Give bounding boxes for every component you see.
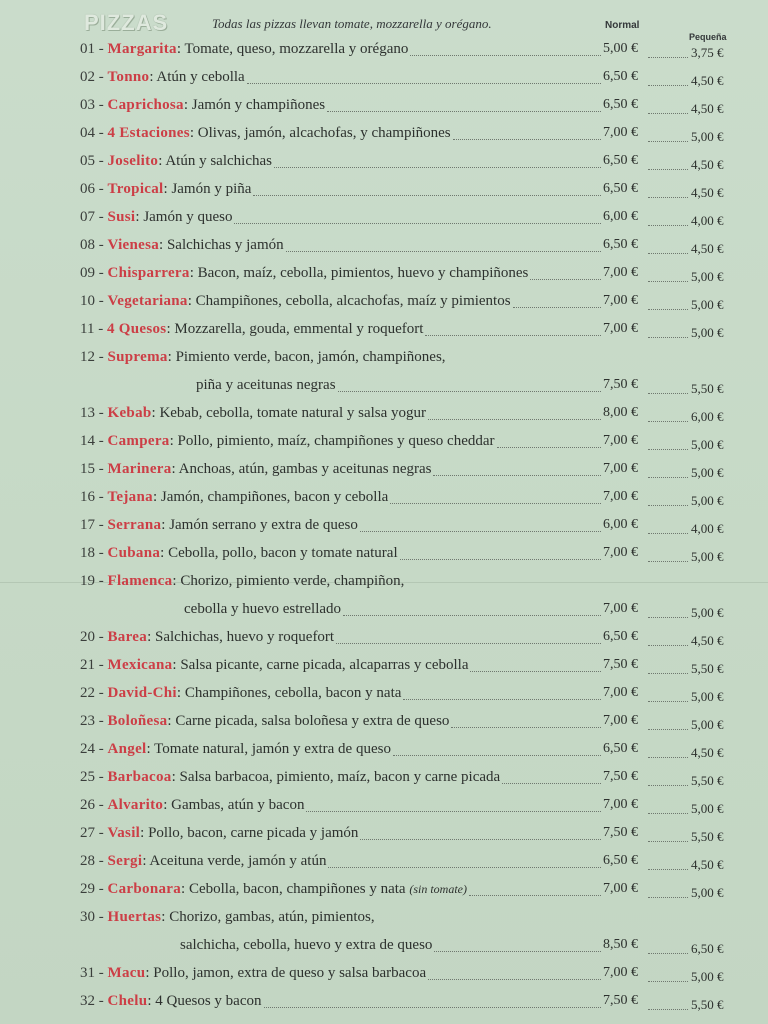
pizza-number: 28	[80, 853, 95, 869]
price-normal: 7,00 €	[603, 797, 638, 812]
price-normal: 6,50 €	[603, 181, 638, 196]
dotted-leader	[274, 167, 601, 168]
pizza-line: 25 - Barbacoa: Salsa barbacoa, pimiento, maíz, bacon y carne picada	[80, 769, 501, 785]
pizza-ingredients-cont: salchicha, cebolla, huevo y extra de queso	[180, 937, 433, 953]
pizza-line: 27 - Vasil: Pollo, bacon, carne picada y jamón	[80, 825, 359, 841]
pizza-name: Margarita	[107, 41, 177, 57]
price-normal: 7,50 €	[603, 825, 638, 840]
pizza-name: 4 Quesos	[106, 321, 167, 337]
pizza-ingredients: Bacon, maíz, cebolla, pimientos, huevo y champiñones	[197, 265, 529, 281]
pizza-line: 18 - Cubana: Cebolla, pollo, bacon y tomate natural	[80, 545, 398, 561]
dotted-leader	[264, 1007, 601, 1008]
pizza-ingredients: Tomate, queso, mozzarella y orégano	[184, 41, 409, 57]
pizza-line: 14 - Campera: Pollo, pimiento, maíz, champiñones y queso cheddar	[80, 433, 495, 449]
price-small: 5,00 €	[691, 129, 724, 144]
pizza-line: 28 - Sergi: Aceituna verde, jamón y atún	[80, 853, 327, 869]
dotted-leader	[648, 673, 688, 674]
dotted-leader	[433, 475, 601, 476]
dotted-leader	[286, 251, 601, 252]
pizza-ingredients: Salsa picante, carne picada, alcaparras y cebolla	[180, 657, 469, 673]
pizza-name: Susi	[107, 209, 136, 225]
pizza-ingredients-cont: piña y aceitunas negras	[196, 377, 336, 393]
dotted-leader	[360, 839, 601, 840]
pizza-ingredients: Carne picada, salsa boloñesa y extra de queso	[175, 713, 450, 729]
dotted-leader	[648, 197, 688, 198]
pizza-number: 31	[80, 965, 95, 981]
pizza-ingredients: Atún y cebolla	[156, 69, 245, 85]
pizza-number: 20	[80, 629, 95, 645]
dotted-leader	[390, 503, 601, 504]
pizza-number: 04	[80, 125, 95, 141]
pizza-ingredients: Olivas, jamón, alcachofas, y champiñones	[197, 125, 451, 141]
pizza-item	[80, 682, 740, 708]
pizza-name: Suprema	[107, 349, 168, 365]
dotted-leader	[648, 617, 688, 618]
pizza-name: Campera	[107, 433, 170, 449]
pizza-note: (sin tomate)	[409, 882, 467, 896]
dotted-leader	[648, 505, 688, 506]
pizza-item	[80, 94, 740, 120]
price-small: 3,75 €	[691, 45, 724, 60]
pizza-line: 06 - Tropical: Jamón y piña	[80, 181, 252, 197]
pizza-name: Tejana	[107, 489, 153, 505]
dotted-leader	[648, 309, 688, 310]
pizza-ingredients: Pimiento verde, bacon, jamón, champiñones,	[175, 349, 446, 365]
pizza-name: David-Chi	[107, 685, 177, 701]
pizza-line: 30 - Huertas: Chorizo, gambas, atún, pimientos,	[80, 909, 375, 925]
price-small: 5,00 €	[691, 885, 724, 900]
pizza-ingredients: Atún y salchichas	[165, 153, 272, 169]
price-small: 5,00 €	[691, 269, 724, 284]
dotted-leader	[306, 811, 601, 812]
price-small: 5,00 €	[691, 605, 724, 620]
pizza-number: 15	[80, 461, 95, 477]
pizza-number: 14	[80, 433, 95, 449]
pizza-item	[80, 794, 740, 820]
price-small: 5,00 €	[691, 297, 724, 312]
price-normal: 6,50 €	[603, 69, 638, 84]
pizza-name: Alvarito	[107, 797, 164, 813]
price-normal: 7,00 €	[603, 601, 638, 616]
pizza-number: 32	[80, 993, 95, 1009]
pizza-item	[80, 234, 740, 260]
pizza-line: 15 - Marinera: Anchoas, atún, gambas y aceitunas negras	[80, 461, 432, 477]
pizza-number: 19	[80, 573, 95, 589]
pizza-number: 07	[80, 209, 95, 225]
pizza-item	[80, 654, 740, 680]
pizza-name: Vienesa	[107, 237, 160, 253]
pizza-ingredients: Jamón serrano y extra de queso	[169, 517, 358, 533]
dotted-leader	[453, 139, 601, 140]
pizza-item	[80, 346, 740, 396]
pizza-line: 07 - Susi: Jamón y queso	[80, 209, 233, 225]
price-small: 5,00 €	[691, 325, 724, 340]
price-normal: 6,50 €	[603, 853, 638, 868]
price-small: 4,50 €	[691, 185, 724, 200]
pizza-item	[80, 766, 740, 792]
pizza-item	[80, 570, 740, 620]
pizza-number: 09	[80, 265, 95, 281]
dotted-leader	[648, 393, 688, 394]
dotted-leader	[648, 113, 688, 114]
price-small: 5,00 €	[691, 801, 724, 816]
dotted-leader	[403, 699, 601, 700]
dotted-leader	[648, 981, 688, 982]
price-small: 5,00 €	[691, 969, 724, 984]
pizza-item	[80, 486, 740, 512]
price-small: 5,00 €	[691, 549, 724, 564]
pizza-number: 25	[80, 769, 95, 785]
dotted-leader	[648, 729, 688, 730]
dotted-leader	[360, 531, 601, 532]
pizza-number: 27	[80, 825, 95, 841]
price-small: 5,00 €	[691, 717, 724, 732]
pizza-number: 12	[80, 349, 95, 365]
pizza-item	[80, 738, 740, 764]
price-small: 6,00 €	[691, 409, 724, 424]
dotted-leader	[648, 85, 688, 86]
pizza-line: 31 - Macu: Pollo, jamon, extra de queso y salsa barbacoa	[80, 965, 427, 981]
pizza-item	[80, 206, 740, 232]
pizza-name: Vasil	[107, 825, 141, 841]
dotted-leader	[648, 337, 688, 338]
pizza-line: 02 - Tonno: Atún y cebolla	[80, 69, 245, 85]
dotted-leader	[648, 421, 688, 422]
column-header-normal: Normal	[605, 20, 640, 31]
dotted-leader	[434, 951, 601, 952]
pizza-item	[80, 822, 740, 848]
pizza-ingredients: Jamón y piña	[171, 181, 252, 197]
dotted-leader	[648, 561, 688, 562]
dotted-leader	[648, 785, 688, 786]
dotted-leader	[497, 447, 601, 448]
price-small: 5,50 €	[691, 997, 724, 1012]
pizza-ingredients: Salsa barbacoa, pimiento, maíz, bacon y carne picada	[179, 769, 501, 785]
dotted-leader	[648, 897, 688, 898]
dotted-leader	[469, 895, 601, 896]
price-normal: 7,00 €	[603, 713, 638, 728]
price-normal: 7,00 €	[603, 545, 638, 560]
pizza-item	[80, 850, 740, 876]
dotted-leader	[451, 727, 601, 728]
pizza-name: Chisparrera	[107, 265, 190, 281]
pizza-number: 11	[80, 321, 95, 337]
pizza-line: 22 - David-Chi: Champiñones, cebolla, bacon y nata	[80, 685, 402, 701]
pizza-line: 26 - Alvarito: Gambas, atún y bacon	[80, 797, 305, 813]
price-normal: 6,00 €	[603, 517, 638, 532]
pizza-number: 08	[80, 237, 95, 253]
pizza-ingredients: Mozzarella, gouda, emmental y roquefort	[174, 321, 424, 337]
price-normal: 7,00 €	[603, 265, 638, 280]
dotted-leader	[425, 335, 601, 336]
pizza-number: 16	[80, 489, 95, 505]
pizza-name: 4 Estaciones	[107, 125, 190, 141]
dotted-leader	[648, 757, 688, 758]
pizza-ingredients: Jamón, champiñones, bacon y cebolla	[160, 489, 389, 505]
pizza-number: 21	[80, 657, 95, 673]
price-normal: 6,00 €	[603, 209, 638, 224]
menu-subtitle: Todas las pizzas llevan tomate, mozzarella y orégano.	[212, 16, 492, 31]
pizza-name: Angel	[107, 741, 147, 757]
price-normal: 7,00 €	[603, 881, 638, 896]
pizza-name: Cubana	[107, 545, 161, 561]
price-small: 5,50 €	[691, 773, 724, 788]
price-small: 4,50 €	[691, 241, 724, 256]
dotted-leader	[648, 477, 688, 478]
pizza-item	[80, 150, 740, 176]
price-normal: 7,00 €	[603, 685, 638, 700]
price-small: 5,50 €	[691, 661, 724, 676]
pizza-name: Sergi	[107, 853, 143, 869]
dotted-leader	[648, 701, 688, 702]
pizza-number: 01	[80, 41, 95, 57]
pizza-name: Carbonara	[107, 881, 182, 897]
price-normal: 7,50 €	[603, 769, 638, 784]
price-small: 5,00 €	[691, 437, 724, 452]
pizza-number: 05	[80, 153, 95, 169]
dotted-leader	[393, 755, 601, 756]
pizza-name: Tropical	[107, 181, 164, 197]
pizza-ingredients: Chorizo, gambas, atún, pimientos,	[169, 909, 375, 925]
pizza-line: 21 - Mexicana: Salsa picante, carne picada, alcaparras y cebolla	[80, 657, 469, 673]
pizza-ingredients: Chorizo, pimiento verde, champiñon,	[180, 573, 405, 589]
pizza-line: 23 - Boloñesa: Carne picada, salsa boloñesa y extra de queso	[80, 713, 450, 729]
price-small: 5,00 €	[691, 493, 724, 508]
pizza-name: Mexicana	[107, 657, 173, 673]
pizza-number: 06	[80, 181, 95, 197]
pizza-item	[80, 262, 740, 288]
pizza-ingredients: Salchichas y jamón	[166, 237, 284, 253]
pizza-item	[80, 906, 740, 956]
dotted-leader	[648, 225, 688, 226]
price-normal: 7,00 €	[603, 321, 638, 336]
pizza-ingredients: Pollo, bacon, carne picada y jamón	[148, 825, 359, 841]
pizza-item	[80, 458, 740, 484]
pizza-name: Tonno	[107, 69, 150, 85]
price-normal: 6,50 €	[603, 741, 638, 756]
pizza-item	[80, 402, 740, 428]
pizza-number: 03	[80, 97, 95, 113]
pizza-number: 02	[80, 69, 95, 85]
pizza-item	[80, 626, 740, 652]
dotted-leader	[328, 867, 601, 868]
pizza-name: Flamenca	[107, 573, 173, 589]
pizza-ingredients: Pollo, pimiento, maíz, champiñones y queso cheddar	[177, 433, 495, 449]
dotted-leader	[428, 419, 601, 420]
price-normal: 6,50 €	[603, 153, 638, 168]
pizza-item	[80, 430, 740, 456]
pizza-item	[80, 318, 740, 344]
price-small: 4,00 €	[691, 213, 724, 228]
price-small: 5,00 €	[691, 689, 724, 704]
pizza-name: Barea	[107, 629, 148, 645]
price-small: 5,50 €	[691, 381, 724, 396]
dotted-leader	[410, 55, 601, 56]
pizza-ingredients: Jamón y queso	[143, 209, 233, 225]
dotted-leader	[343, 615, 601, 616]
pizza-name: Marinera	[107, 461, 172, 477]
price-normal: 7,50 €	[603, 377, 638, 392]
dotted-leader	[247, 83, 601, 84]
dotted-leader	[648, 813, 688, 814]
pizza-name: Barbacoa	[107, 769, 172, 785]
dotted-leader	[648, 449, 688, 450]
dotted-leader	[327, 111, 601, 112]
dotted-leader	[648, 841, 688, 842]
pizza-line: 11 - 4 Quesos: Mozzarella, gouda, emmental y roquefort	[80, 321, 424, 337]
dotted-leader	[648, 281, 688, 282]
dotted-leader	[648, 645, 688, 646]
pizza-item	[80, 990, 740, 1016]
price-normal: 7,00 €	[603, 461, 638, 476]
pizza-line: 04 - 4 Estaciones: Olivas, jamón, alcachofas, y champiñones	[80, 125, 451, 141]
pizza-line: 19 - Flamenca: Chorizo, pimiento verde, champiñon,	[80, 573, 405, 589]
pizza-name: Caprichosa	[107, 97, 184, 113]
pizza-ingredients: 4 Quesos y bacon	[155, 993, 262, 1009]
pizza-item	[80, 290, 740, 316]
dotted-leader	[648, 1009, 688, 1010]
price-normal: 6,50 €	[603, 97, 638, 112]
price-small: 4,50 €	[691, 857, 724, 872]
pizza-number: 29	[80, 881, 95, 897]
price-normal: 5,00 €	[603, 41, 638, 56]
pizza-line: 20 - Barea: Salchichas, huevo y roquefort	[80, 629, 335, 645]
price-normal: 7,00 €	[603, 965, 638, 980]
pizza-number: 23	[80, 713, 95, 729]
pizza-item	[80, 38, 740, 64]
pizza-number: 18	[80, 545, 95, 561]
pizza-ingredients: Cebolla, pollo, bacon y tomate natural	[168, 545, 398, 561]
dotted-leader	[648, 141, 688, 142]
pizza-ingredients: Salchichas, huevo y roquefort	[154, 629, 335, 645]
price-small: 6,50 €	[691, 941, 724, 956]
pizza-name: Macu	[107, 965, 146, 981]
pizza-ingredients: Tomate natural, jamón y extra de queso	[154, 741, 391, 757]
price-small: 4,50 €	[691, 633, 724, 648]
dotted-leader	[648, 57, 688, 58]
pizza-item	[80, 710, 740, 736]
pizza-ingredients: Kebab, cebolla, tomate natural y salsa yogur	[159, 405, 427, 421]
price-normal: 7,50 €	[603, 993, 638, 1008]
pizza-line: 24 - Angel: Tomate natural, jamón y extra de queso	[80, 741, 391, 757]
pizza-item	[80, 66, 740, 92]
pizza-line: 12 - Suprema: Pimiento verde, bacon, jamón, champiñones,	[80, 349, 446, 365]
price-normal: 8,50 €	[603, 937, 638, 952]
pizza-item	[80, 122, 740, 148]
pizza-line: 05 - Joselito: Atún y salchichas	[80, 153, 272, 169]
pizza-number: 26	[80, 797, 95, 813]
price-normal: 7,00 €	[603, 433, 638, 448]
pizza-ingredients: Cebolla, bacon, champiñones y nata	[188, 881, 406, 897]
pizza-line: 16 - Tejana: Jamón, champiñones, bacon y cebolla	[80, 489, 389, 505]
dotted-leader	[336, 643, 601, 644]
price-normal: 7,00 €	[603, 489, 638, 504]
price-small: 4,50 €	[691, 157, 724, 172]
pizza-name: Chelu	[107, 993, 148, 1009]
price-small: 4,50 €	[691, 745, 724, 760]
pizza-number: 13	[80, 405, 95, 421]
pizza-name: Vegetariana	[107, 293, 188, 309]
pizza-item	[80, 962, 740, 988]
price-normal: 7,00 €	[603, 125, 638, 140]
pizza-line: 32 - Chelu: 4 Quesos y bacon	[80, 993, 262, 1009]
menu-title: PIZZAS	[84, 10, 169, 35]
pizza-name: Serrana	[107, 517, 162, 533]
dotted-leader	[648, 533, 688, 534]
pizza-ingredients: Jamón y champiñones	[191, 97, 326, 113]
pizza-line: 08 - Vienesa: Salchichas y jamón	[80, 237, 284, 253]
dotted-leader	[648, 869, 688, 870]
pizza-ingredients: Gambas, atún y bacon	[171, 797, 305, 813]
price-normal: 7,50 €	[603, 657, 638, 672]
pizza-line: 09 - Chisparrera: Bacon, maíz, cebolla, pimientos, huevo y champiñones	[80, 265, 529, 281]
pizza-ingredients: Pollo, jamon, extra de queso y salsa barbacoa	[153, 965, 427, 981]
pizza-ingredients-cont: cebolla y huevo estrellado	[184, 601, 342, 617]
dotted-leader	[400, 559, 601, 560]
pizza-name: Huertas	[107, 909, 162, 925]
pizza-number: 30	[80, 909, 95, 925]
price-small: 4,50 €	[691, 73, 724, 88]
pizza-line: 17 - Serrana: Jamón serrano y extra de queso	[80, 517, 358, 533]
price-small: 5,00 €	[691, 465, 724, 480]
pizza-ingredients: Anchoas, atún, gambas y aceitunas negras	[178, 461, 432, 477]
dotted-leader	[648, 169, 688, 170]
pizza-name: Kebab	[107, 405, 152, 421]
pizza-number: 24	[80, 741, 95, 757]
price-normal: 6,50 €	[603, 237, 638, 252]
pizza-number: 22	[80, 685, 95, 701]
pizza-number: 10	[80, 293, 95, 309]
price-small: 4,00 €	[691, 521, 724, 536]
dotted-leader	[253, 195, 601, 196]
dotted-leader	[648, 253, 688, 254]
dotted-leader	[513, 307, 601, 308]
pizza-name: Boloñesa	[107, 713, 168, 729]
pizza-line: 03 - Caprichosa: Jamón y champiñones	[80, 97, 326, 113]
pizza-line: 29 - Carbonara: Cebolla, bacon, champiñones y nata (sin tomate)	[80, 881, 467, 897]
dotted-leader	[338, 391, 601, 392]
dotted-leader	[470, 671, 601, 672]
pizza-ingredients: Champiñones, cebolla, alcachofas, maíz y pimientos	[195, 293, 511, 309]
dotted-leader	[234, 223, 601, 224]
pizza-item	[80, 542, 740, 568]
pizza-line: 13 - Kebab: Kebab, cebolla, tomate natural y salsa yogur	[80, 405, 427, 421]
pizza-ingredients: Aceituna verde, jamón y atún	[149, 853, 327, 869]
pizza-number: 17	[80, 517, 95, 533]
dotted-leader	[502, 783, 601, 784]
price-small: 4,50 €	[691, 101, 724, 116]
dotted-leader	[648, 953, 688, 954]
price-small: 5,50 €	[691, 829, 724, 844]
pizza-ingredients: Champiñones, cebolla, bacon y nata	[184, 685, 402, 701]
pizza-item	[80, 878, 740, 904]
pizza-line: 10 - Vegetariana: Champiñones, cebolla, alcachofas, maíz y pimientos	[80, 293, 511, 309]
dotted-leader	[530, 279, 601, 280]
price-normal: 7,00 €	[603, 293, 638, 308]
column-header-small: Pequeña	[689, 32, 727, 42]
dotted-leader	[428, 979, 601, 980]
pizza-name: Joselito	[107, 153, 159, 169]
price-normal: 6,50 €	[603, 629, 638, 644]
price-normal: 8,00 €	[603, 405, 638, 420]
pizza-line: 01 - Margarita: Tomate, queso, mozzarella y orégano	[80, 41, 409, 57]
pizza-item	[80, 178, 740, 204]
pizza-item	[80, 514, 740, 540]
